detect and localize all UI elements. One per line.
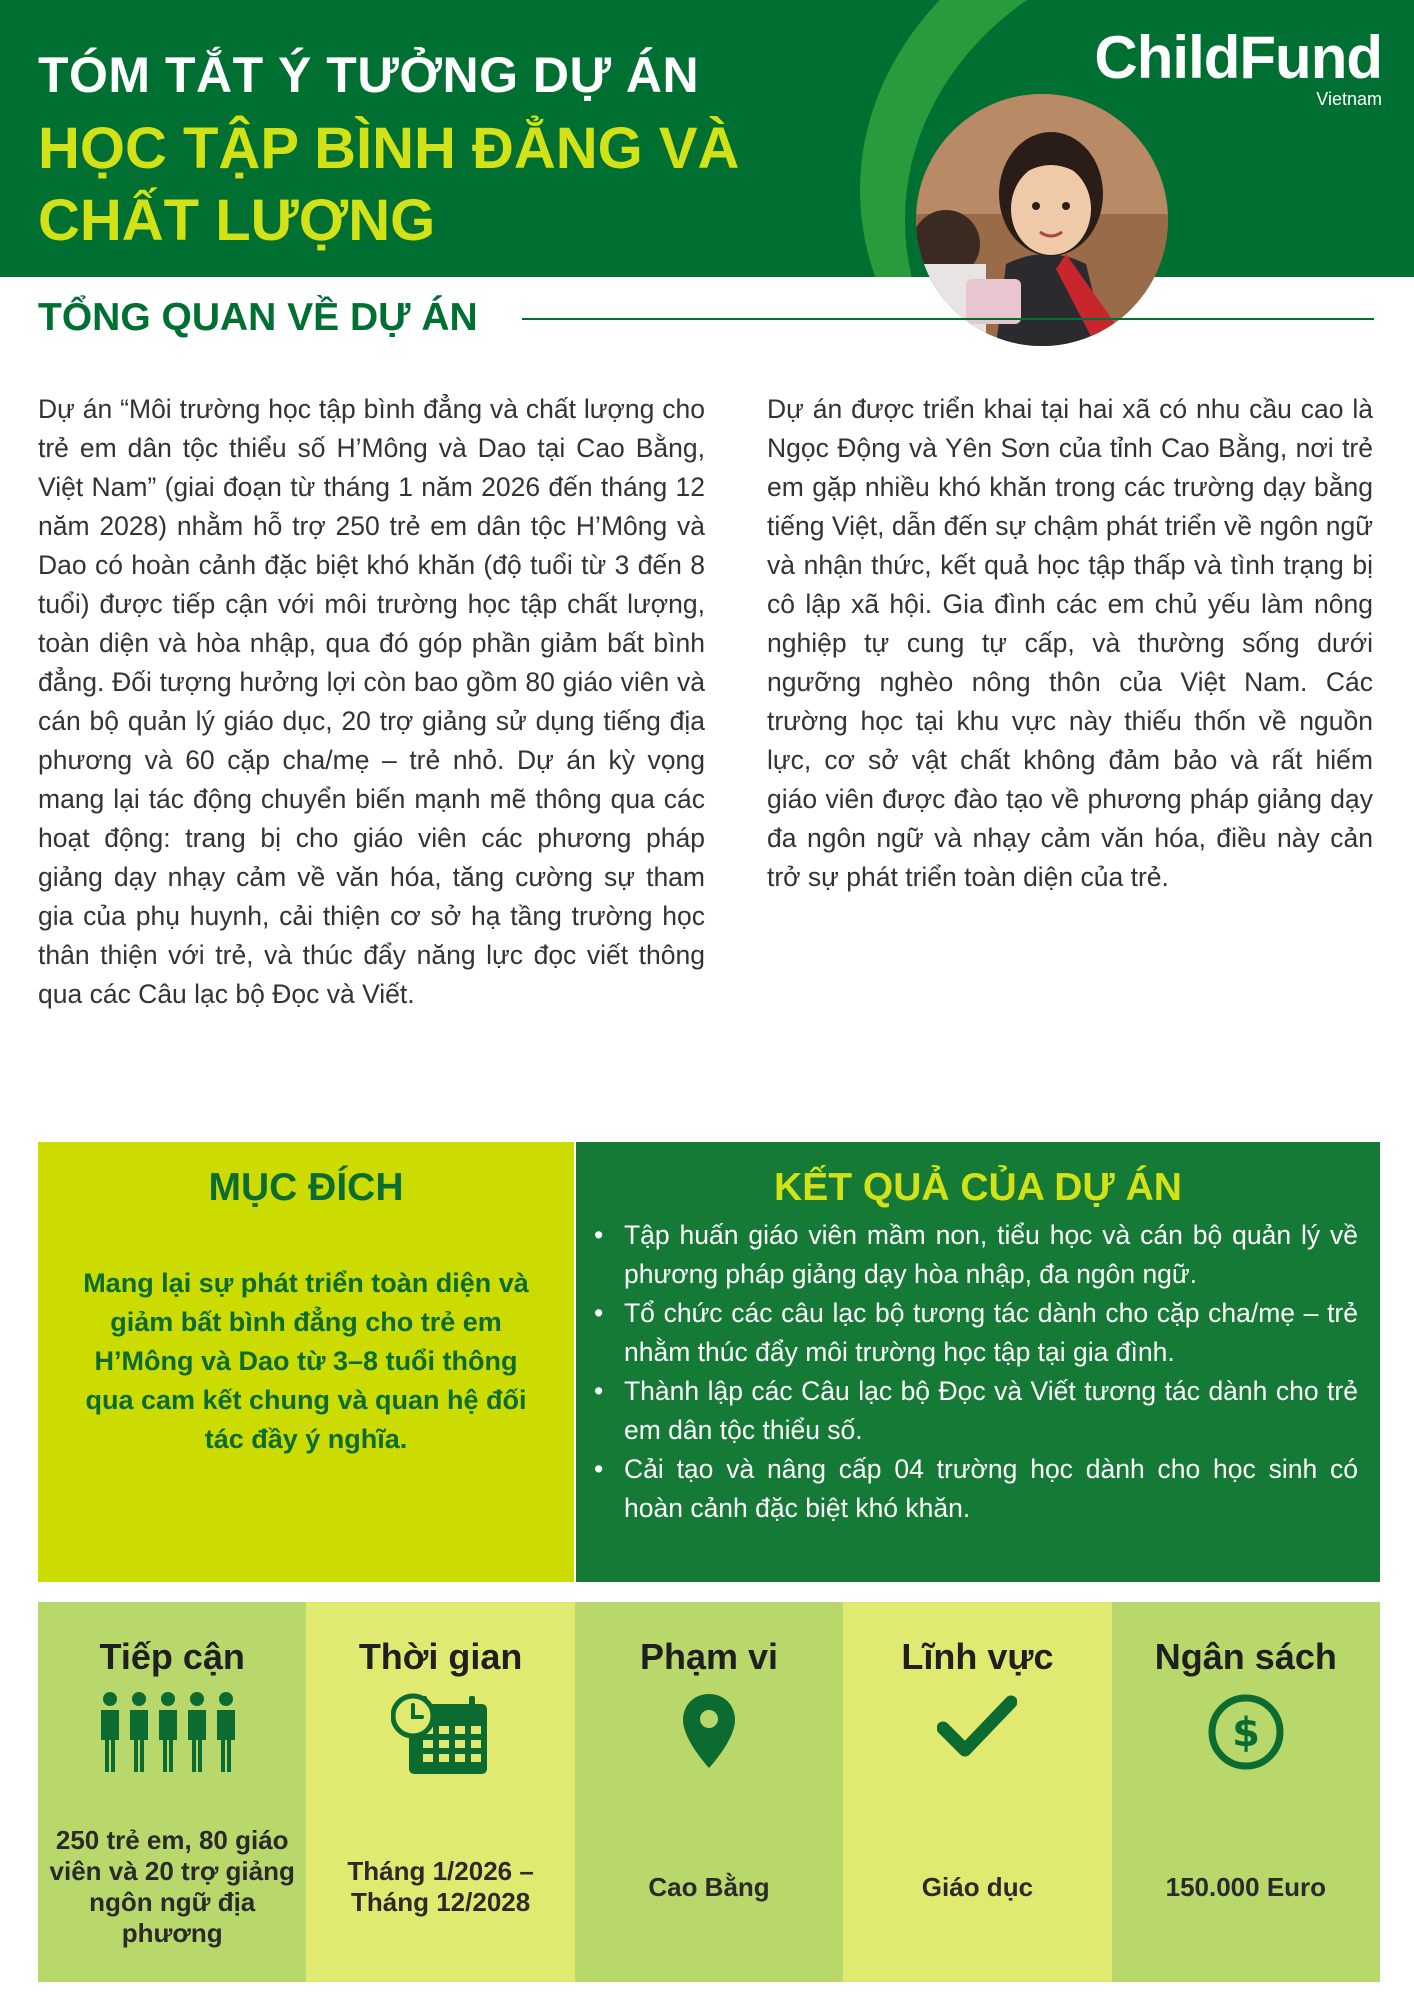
stat-reach xyxy=(38,1602,306,1982)
stat-value: Giáo dục xyxy=(921,1871,1034,1902)
dollar-icon xyxy=(1112,1692,1380,1772)
overview-paragraph-left: Dự án “Môi trường học tập bình đẳng và chất lượng cho trẻ em dân tộc thiểu số H’Mông và Dao tại Cao Bằng, Việt Nam” (giai đoạn từ tháng 1 năm 2026 đến tháng 12 năm 2028) nhằm hỗ trợ 250 trẻ em dân tộc H’Mông và Dao có hoàn cảnh đặc biệt khó khăn (độ tuổi từ 3 đến 8 tuổi) được tiếp cận với môi trường học tập chất lượng, toàn diện và hòa nhập, qua đó góp phần giảm bất bình đẳng. Đối tượng hưởng lợi còn bao gồm 80 giáo viên và cán bộ quản lý giáo dục, 20 trợ giảng sử dụng tiếng địa phương và 60 cặp cha/mẹ – trẻ nhỏ. Dự án kỳ vọng mang lại tác động chuyển biến mạnh mẽ thông qua các hoạt động: trang bị cho giáo viên các phương pháp giảng dạy nhạy cảm về văn hóa, tăng cường sự tham gia của phụ huynh, cải thiện cơ sở hạ tầng trường học thân thiện với trẻ, và thúc đẩy năng lực đọc viết thông qua các Câu lạc bộ Đọc và Viết. xyxy=(38,394,705,1009)
map-pin-icon xyxy=(575,1692,843,1772)
stat-value: Cao Bằng xyxy=(648,1871,770,1902)
stat-budget xyxy=(1112,1602,1380,1982)
stat-label: Lĩnh vực xyxy=(901,1636,1054,1677)
document-title: TÓM TẮT Ý TƯỞNG DỰ ÁN xyxy=(38,47,700,103)
calendar-clock-icon xyxy=(306,1692,574,1776)
header-banner xyxy=(0,0,1414,277)
results-list-item: • Cải tạo và nâng cấp 04 trường học dành cho học sinh có hoàn cảnh đặc biệt khó khăn. xyxy=(624,1450,1358,1528)
stat-label: Phạm vi xyxy=(639,1636,779,1677)
child-photo xyxy=(916,94,1168,346)
checkmark-icon xyxy=(843,1692,1111,1762)
purpose-heading: MỤC ĐÍCH xyxy=(208,1166,404,1209)
stat-value: Tháng 1/2026 – Tháng 12/2028 xyxy=(347,1856,534,1917)
overview-divider xyxy=(522,318,1374,320)
logo-country: Vietnam xyxy=(1316,89,1382,109)
stat-value: 250 trẻ em, 80 giáo viên và 20 trợ giảng ngôn ngữ địa phương xyxy=(49,1825,295,1948)
logo-name: ChildFund xyxy=(1094,24,1382,91)
svg-text:$: $ xyxy=(1231,1710,1260,1756)
results-list-item: • Tập huấn giáo viên mầm non, tiểu học và cán bộ quản lý về phương pháp giảng dạy hòa nhập, đa ngôn ngữ. xyxy=(624,1216,1358,1294)
overview-paragraph-right: Dự án được triển khai tại hai xã có nhu cầu cao là Ngọc Động và Yên Sơn của tỉnh Cao Bằng, nơi trẻ em gặp nhiều khó khăn trong các trường dạy bằng tiếng Việt, dẫn đến sự chậm phát triển về ngôn ngữ và nhận thức, kết quả học tập thấp và tình trạng bị cô lập xã hội. Gia đình các em chủ yếu làm nông nghiệp tự cung tự cấp, và thường sống dưới ngưỡng nghèo nông thôn của Việt Nam. Các trường học tại khu vực này thiếu thốn về nguồn lực, cơ sở vật chất không đảm bảo và rất hiếm giáo viên được đào tạo về phương pháp giảng dạy đa ngôn ngữ và nhạy cảm văn hóa, điều này cản trở sự phát triển toàn diện của trẻ. xyxy=(767,394,1373,892)
people-icon xyxy=(38,1692,306,1774)
stat-label: Ngân sách xyxy=(1154,1636,1337,1677)
project-title: HỌC TẬP BÌNH ĐẲNG VÀ CHẤT LƯỢNG xyxy=(38,116,740,253)
stat-field xyxy=(843,1602,1111,1982)
overview-heading: TỔNG QUAN VỀ DỰ ÁN xyxy=(38,296,478,339)
stats-strip xyxy=(38,1602,1380,1982)
results-list-item: • Tổ chức các câu lạc bộ tương tác dành cho cặp cha/mẹ – trẻ nhằm thúc đẩy môi trường học tập tại gia đình. xyxy=(624,1294,1358,1372)
stat-value: 150.000 Euro xyxy=(1165,1871,1327,1902)
results-heading: KẾT QUẢ CỦA DỰ ÁN xyxy=(774,1166,1182,1209)
childfund-logo xyxy=(1094,24,1382,109)
stat-scope xyxy=(575,1602,843,1982)
purpose-text: Mang lại sự phát triển toàn diện và giảm bất bình đẳng cho trẻ em H’Mông và Dao từ 3–8 tuổi thông qua cam kết chung và quan hệ đối tác đầy ý nghĩa. xyxy=(83,1268,529,1454)
stat-duration xyxy=(306,1602,574,1982)
results-panel xyxy=(576,1142,1380,1582)
results-list-item: • Thành lập các Câu lạc bộ Đọc và Viết tương tác dành cho trẻ em dân tộc thiểu số. xyxy=(624,1372,1358,1450)
stat-label: Tiếp cận xyxy=(99,1636,245,1677)
purpose-panel xyxy=(38,1142,574,1582)
stat-label: Thời gian xyxy=(358,1636,523,1677)
results-list xyxy=(624,1216,1358,1528)
